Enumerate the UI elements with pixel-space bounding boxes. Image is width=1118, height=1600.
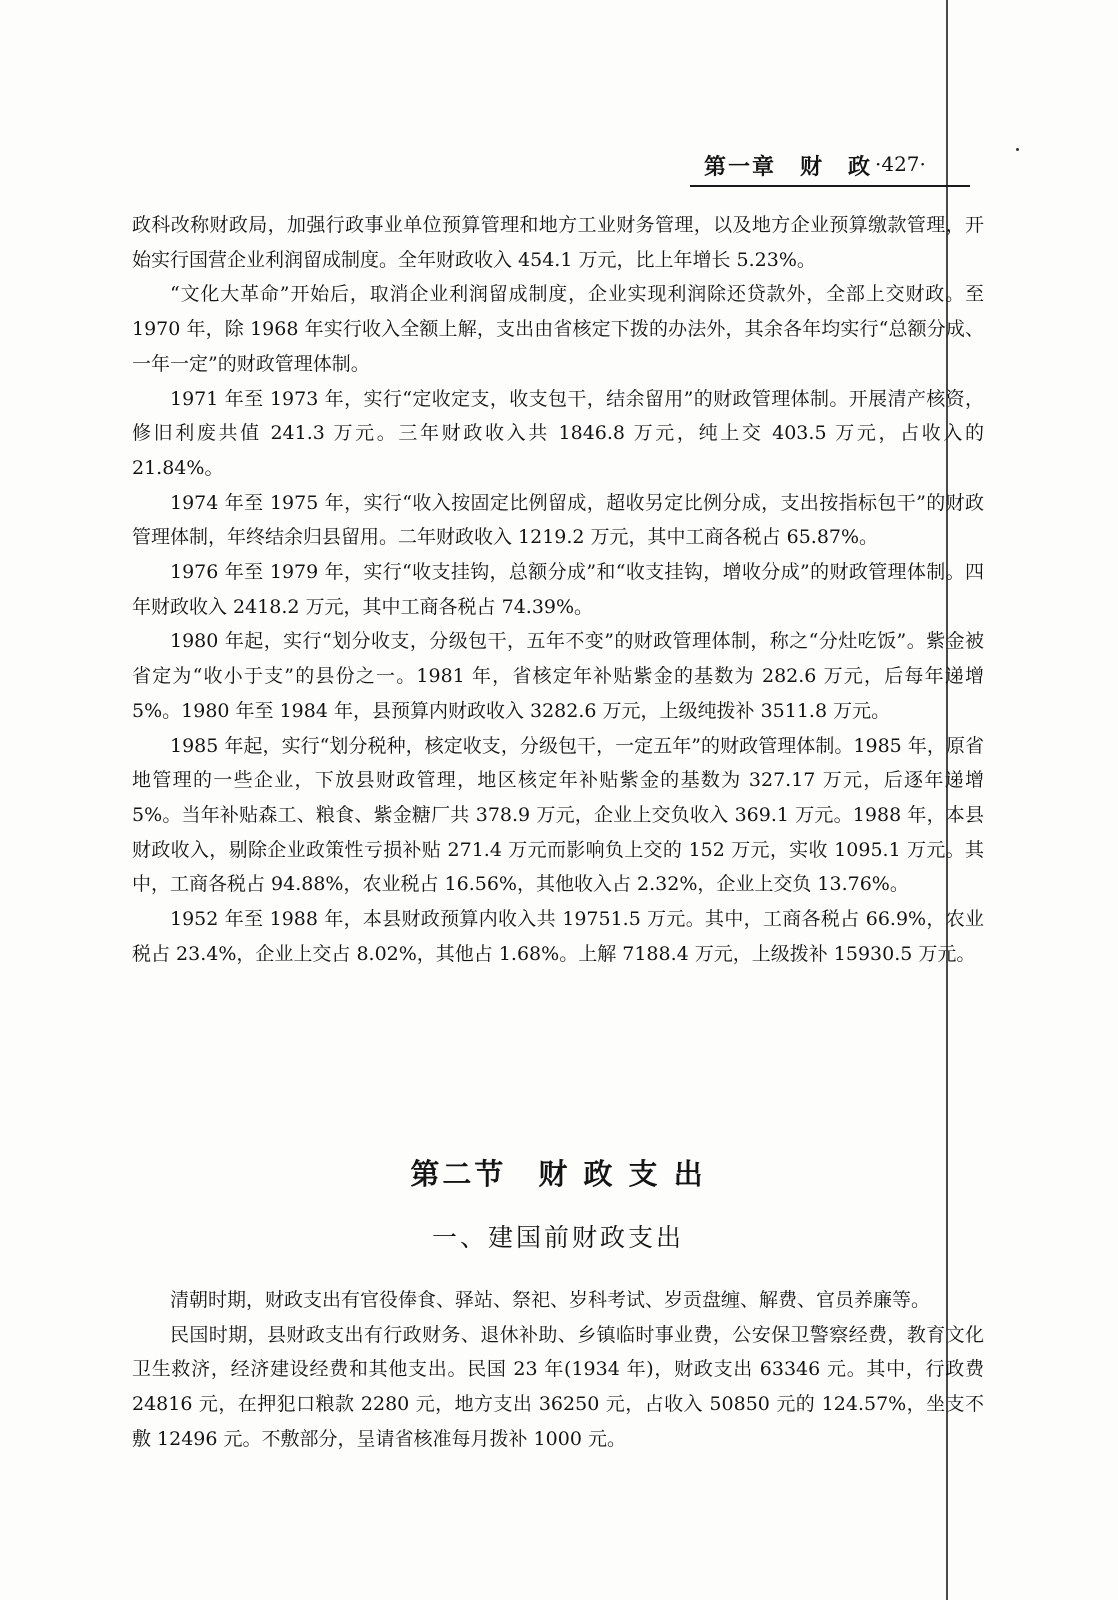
paragraph: “文化大革命”开始后，取消企业利润留成制度，企业实现利润除还贷款外，全部上交财政。至 1970 年，除 1968 年实行收入全额上解，支出由省核定下拨的办法外，其余各年均实行“总额分成、一年一定”的财政管理体制。 xyxy=(132,283,984,375)
scan-speck xyxy=(1016,148,1019,151)
paragraph: 1971 年至 1973 年，实行“定收定支，收支包干，结余留用”的财政管理体制。开展清产核资，修旧利废共值 241.3 万元。三年财政收入共 1846.8 万元，纯上交 403.5 万元，占收入的 21.84%。 xyxy=(132,387,984,479)
section-title: 第二节 财 政 支 出 xyxy=(410,1157,706,1191)
paragraph: 政科改称财政局，加强行政事业单位预算管理和地方工业财务管理，以及地方企业预算缴款管理，开始实行国营企业利润留成制度。全年财政收入 454.1 万元，比上年增长 5.23%。 xyxy=(132,214,984,271)
paragraph: 清朝时期，财政支出有官役俸食、驿站、祭祀、岁科考试、岁贡盘缠、解费、官员养廉等。 xyxy=(170,1289,931,1311)
page-number: ·427· xyxy=(875,152,926,176)
body-text-section-1 xyxy=(132,208,984,971)
paragraph: 民国时期，县财政支出有行政财务、退休补助、乡镇临时事业费，公安保卫警察经费，教育文化卫生救济，经济建设经费和其他支出。民国 23 年(1934 年)，财政支出 63346 元。其中，行政费 24816 元，在押犯口粮款 2280 元，地方支出 36250 元，占收入 50850 元的 124.57%，坐支不敷 12496 元。不敷部分，呈请省核准每月拨补 1000 元。 xyxy=(132,1323,984,1450)
paragraph: 1952 年至 1988 年，本县财政预算内收入共 19751.5 万元。其中，工商各税占 66.9%，农业税占 23.4%，企业上交占 8.02%，其他占 1.68%。上解 7188.4 万元，上级拨补 15930.5 万元。 xyxy=(132,908,984,965)
paragraph: 1985 年起，实行“划分税种，核定收支，分级包干，一定五年”的财政管理体制。1985 年，原省地管理的一些企业，下放县财政管理，地区核定年补贴紫金的基数为 327.17 万元，后逐年递增 5%。当年补贴森工、粮食、紫金糖厂共 378.9 万元，企业上交负收入 369.1 万元。1988 年，本县财政收入，剔除企业政策性亏损补贴 271.4 万元而影响负上交的 152 万元，实收 1095.1 万元。其中，工商各税占 94.88%，农业税占 16.56%，其他收入占 2.32%，企业上交负 13.76%。 xyxy=(132,734,984,896)
paragraph: 1974 年至 1975 年，实行“收入按固定比例留成，超收另定比例分成，支出按指标包干”的财政管理体制，年终结余归县留用。二年财政收入 1219.2 万元，其中工商各税占 65.87%。 xyxy=(132,491,984,549)
body-text-section-2 xyxy=(132,1283,984,1457)
subsection-title: 一、建国前财政支出 xyxy=(431,1223,684,1252)
chapter-title: 第一章 财 政 xyxy=(704,155,873,180)
header-rule xyxy=(690,185,970,187)
running-header xyxy=(690,150,990,190)
paragraph: 1976 年至 1979 年，实行“收支挂钩，总额分成”和“收支挂钩，增收分成”的财政管理体制。四年财政收入 2418.2 万元，其中工商各税占 74.39%。 xyxy=(132,561,984,618)
paragraph: 1980 年起，实行“划分收支，分级包干，五年不变”的财政管理体制，称之“分灶吃饭”。紫金被省定为“收小于支”的县份之一。1981 年，省核定年补贴紫金的基数为 282.6 万元，后每年递增 5%。1980 年至 1984 年，县预算内财政收入 3282.6 万元，上级纯拨补 3511.8 万元。 xyxy=(132,630,984,722)
